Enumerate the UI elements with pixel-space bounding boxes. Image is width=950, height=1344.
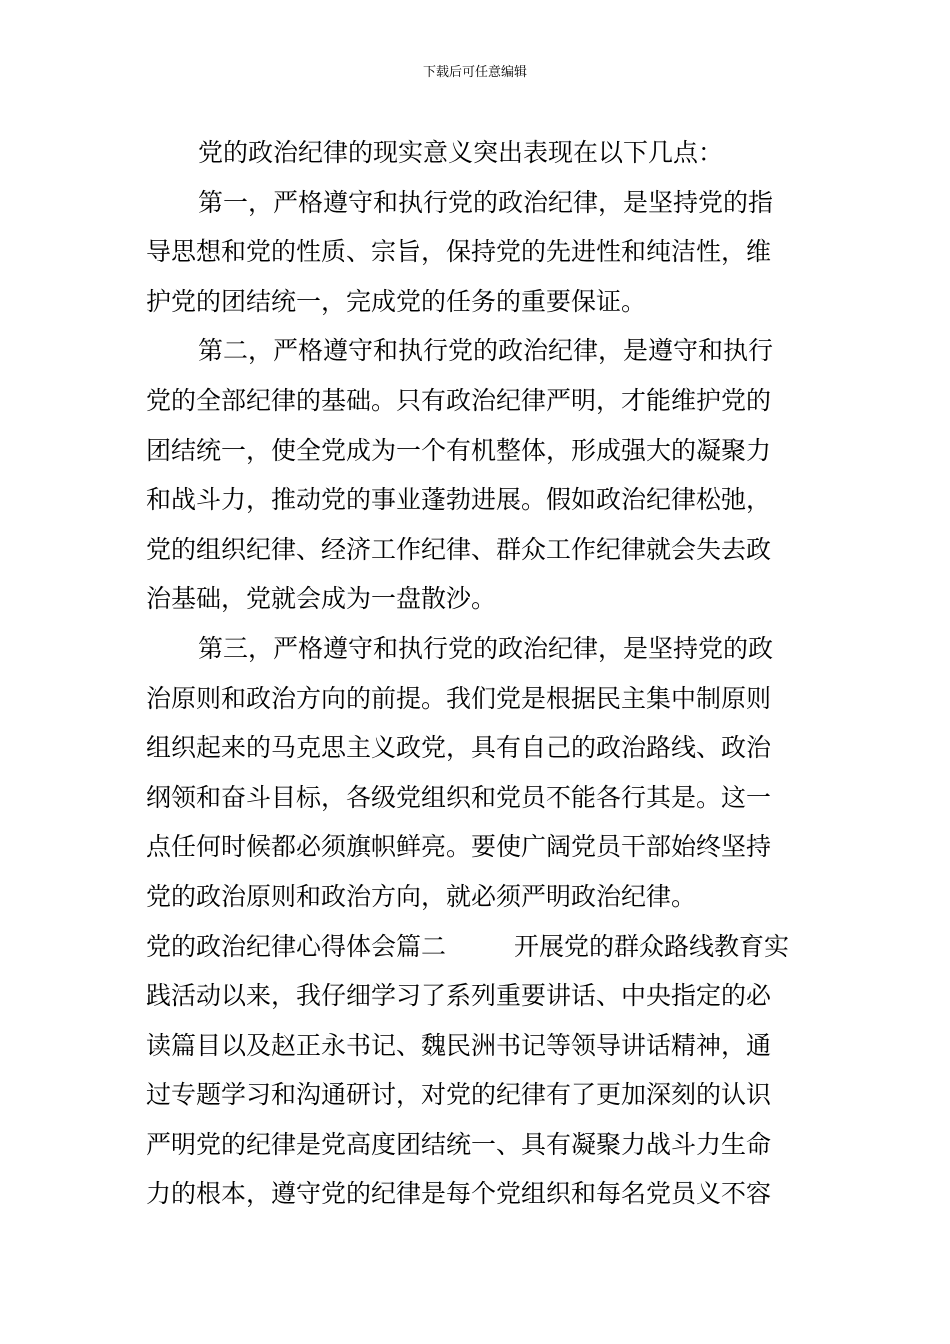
document-body	[146, 128, 808, 1219]
paragraph-line: 党的组织纪律、经济工作纪律、群众工作纪律就会失去政	[146, 534, 772, 564]
section-heading-line	[146, 922, 808, 972]
paragraph-line: 第二，严格遵守和执行党的政治纪律，是遵守和执行	[198, 336, 774, 366]
paragraph-line: 第一，严格遵守和执行党的政治纪律，是坚持党的指	[198, 187, 774, 217]
paragraph-line: 和战斗力，推动党的事业蓬勃进展。假如政治纪律松弛，	[146, 485, 772, 515]
paragraph-line: 党的政治纪律的现实意义突出表现在以下几点：	[198, 138, 724, 167]
paragraph-line: 力的根本，遵守党的纪律是每个党组织和每名党员义不容	[146, 1179, 772, 1209]
paragraph-line: 读篇目以及赵正永书记、魏民洲书记等领导讲话精神，通	[146, 1030, 772, 1060]
paragraph-line: 治原则和政治方向的前提。我们党是根据民主集中制原则	[146, 683, 772, 713]
paragraph-line: 组织起来的马克思主义政党，具有自己的政治路线、政治	[146, 733, 772, 763]
paragraph-line: 第三，严格遵守和执行党的政治纪律，是坚持党的政	[198, 633, 774, 663]
paragraph-line: 治基础，党就会成为一盘散沙。	[146, 584, 497, 614]
paragraph-line: 点任何时候都必须旗帜鲜亮。要使广阔党员干部始终坚持	[146, 832, 772, 862]
paragraph-line: 过专题学习和沟通研讨，对党的纪律有了更加深刻的认识	[146, 1080, 772, 1110]
paragraph-line: 导思想和党的性质、宗旨，保持党的先进性和纯洁性，维	[146, 237, 772, 267]
paragraph-line: 护党的团结统一，完成党的任务的重要保证。	[146, 286, 647, 316]
paragraph-line: 党的政治原则和政治方向，就必须严明政治纪律。	[146, 881, 697, 911]
paragraph-line: 纲领和奋斗目标，各级党组织和党员不能各行其是。这一	[146, 782, 772, 812]
section-title: 党的政治纪律心得体会篇二	[146, 931, 447, 961]
paragraph-line: 团结统一，使全党成为一个有机整体，形成强大的凝聚力	[146, 435, 772, 465]
paragraph-line: 严明党的纪律是党高度团结统一、具有凝聚力战斗力生命	[146, 1129, 772, 1159]
paragraph-line: 党的全部纪律的基础。只有政治纪律严明，才能维护党的	[146, 385, 772, 415]
section-first-line: 开展党的群众路线教育实	[514, 931, 790, 961]
paragraph-line: 践活动以来，我仔细学习了系列重要讲话、中央指定的必	[146, 981, 772, 1011]
page-header-note: 下载后可任意编辑	[422, 65, 527, 80]
